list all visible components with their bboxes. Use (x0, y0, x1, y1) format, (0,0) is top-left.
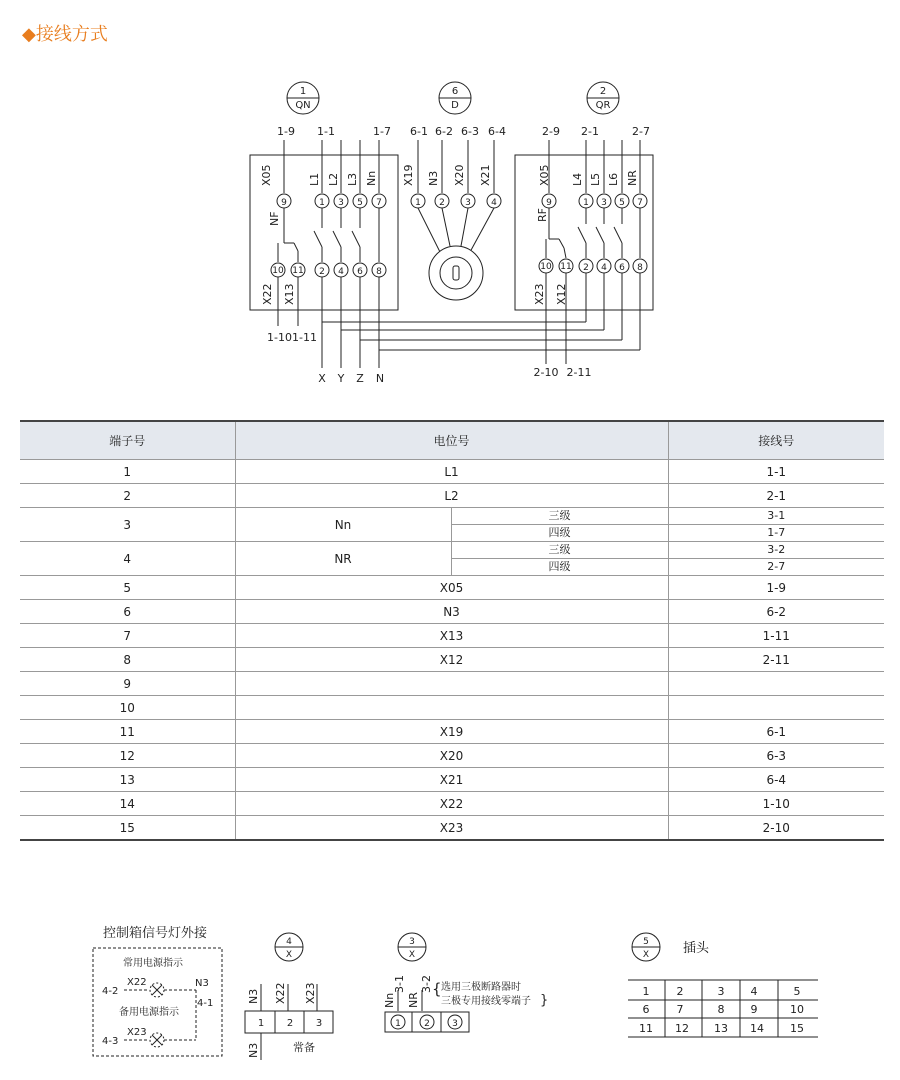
pole-level: 四级 (451, 559, 668, 576)
qr-wire-label: 2-7 (632, 125, 650, 138)
qn-nf-label: NF (268, 211, 281, 226)
terminal-no: 9 (20, 672, 235, 696)
svg-text:2: 2 (676, 985, 684, 998)
phase-label: Y (337, 372, 345, 385)
svg-text:11: 11 (560, 262, 572, 272)
qn-header-bottom: QN (295, 100, 311, 111)
wire-no: 3-1 (668, 508, 884, 525)
table-row (20, 542, 884, 559)
potential-no: L1 (235, 460, 668, 484)
svg-text:4-1: 4-1 (197, 998, 214, 1009)
qn-header (287, 82, 319, 114)
qn-bot-label: X22 (261, 283, 274, 305)
svg-text:7: 7 (676, 1003, 684, 1016)
svg-text:6: 6 (619, 263, 625, 273)
qr-header (587, 82, 619, 114)
potential-no (235, 696, 668, 720)
potential-no: X19 (235, 720, 668, 744)
wire-no (668, 696, 884, 720)
svg-text:{: { (432, 980, 442, 998)
potential-no: NR (235, 542, 451, 576)
potential-no: X20 (235, 744, 668, 768)
qr-bottom-wire: 2-11 (566, 366, 592, 379)
svg-text:1: 1 (257, 1018, 265, 1029)
table-row (20, 648, 884, 672)
svg-text:3: 3 (338, 198, 344, 208)
terminal-no: 1 (20, 460, 235, 484)
terminal-no: 8 (20, 648, 235, 672)
wire-no: 6-4 (668, 768, 884, 792)
qr-wire-label: 2-9 (542, 125, 560, 138)
potential-no: X13 (235, 624, 668, 648)
terminal-no: 13 (20, 768, 235, 792)
svg-text:3: 3 (717, 985, 725, 998)
wire-no (668, 672, 884, 696)
section-title: ◆接线方式 (22, 24, 108, 45)
svg-text:9: 9 (546, 198, 552, 208)
svg-text:1: 1 (642, 985, 650, 998)
qn-header-top: 1 (299, 86, 307, 97)
terminal-no: 3 (20, 508, 235, 542)
svg-text:Nn: Nn (383, 992, 396, 1008)
potential-no: X21 (235, 768, 668, 792)
wire-no: 3-2 (668, 542, 884, 559)
terminal-no: 7 (20, 624, 235, 648)
svg-text:N3: N3 (195, 978, 209, 989)
svg-text:7: 7 (376, 198, 382, 208)
svg-text:3: 3 (315, 1018, 323, 1029)
phase-label: X (318, 372, 326, 385)
x3-connector (383, 933, 548, 1032)
d-label: X19 (402, 164, 415, 186)
svg-text:8: 8 (637, 263, 643, 273)
qr-label: L6 (607, 172, 620, 186)
x4-connector (245, 933, 333, 1060)
signal-lamp-panel (93, 925, 222, 1056)
table-row (20, 720, 884, 744)
qn-wire-label: 1-9 (277, 125, 295, 138)
header-potential-no: 电位号 (235, 421, 668, 460)
svg-text:5: 5 (619, 198, 625, 208)
table-row (20, 484, 884, 508)
svg-text:4: 4 (286, 937, 292, 947)
svg-text:X22: X22 (127, 977, 147, 988)
qn-wire-label: 1-1 (317, 125, 335, 138)
terminal-no: 4 (20, 542, 235, 576)
svg-text:4: 4 (750, 985, 758, 998)
table-row (20, 600, 884, 624)
svg-text:6: 6 (357, 267, 363, 277)
wire-no: 6-2 (668, 600, 884, 624)
terminal-no: 5 (20, 576, 235, 600)
d-label: X20 (453, 164, 466, 186)
svg-text:N3: N3 (247, 988, 260, 1004)
svg-text:13: 13 (714, 1022, 728, 1035)
svg-text:4-2: 4-2 (102, 986, 119, 997)
svg-text:X23: X23 (304, 982, 317, 1004)
d-wire-label: 6-2 (435, 125, 453, 138)
potential-no: Nn (235, 508, 451, 542)
wire-no: 2-10 (668, 816, 884, 841)
table-row (20, 696, 884, 720)
qn-bottom-wires: 1-101-11 (267, 331, 317, 344)
svg-text:6: 6 (642, 1003, 650, 1016)
d-wire-label: 6-4 (488, 125, 506, 138)
svg-text:9: 9 (750, 1003, 758, 1016)
svg-text:N3: N3 (247, 1042, 260, 1058)
qn-label: L2 (327, 172, 340, 186)
qr-bottom-wire: 2-10 (533, 366, 559, 379)
svg-text:1: 1 (319, 198, 325, 208)
svg-text:4-3: 4-3 (102, 1036, 119, 1047)
svg-text:X22: X22 (274, 982, 287, 1004)
table-row (20, 672, 884, 696)
wire-no: 1-9 (668, 576, 884, 600)
svg-text:}: } (540, 993, 549, 1008)
qr-bot-label: X12 (555, 283, 568, 305)
svg-text:3: 3 (465, 198, 471, 208)
d-header-bottom: D (451, 100, 459, 111)
phase-label: Z (356, 372, 364, 385)
potential-no: X05 (235, 576, 668, 600)
svg-text:10: 10 (272, 266, 284, 276)
svg-text:1: 1 (395, 1019, 401, 1029)
svg-text:14: 14 (750, 1022, 764, 1035)
table-row (20, 768, 884, 792)
svg-text:2: 2 (319, 267, 325, 277)
potential-no: L2 (235, 484, 668, 508)
table-row (20, 624, 884, 648)
svg-text:X: X (408, 950, 416, 960)
d-header-top: 6 (451, 86, 459, 97)
qn-wire-label: 1-7 (373, 125, 391, 138)
phase-label: N (375, 372, 385, 385)
qr-rf-label: RF (536, 208, 549, 222)
svg-text:8: 8 (717, 1003, 725, 1016)
wire-no: 6-1 (668, 720, 884, 744)
svg-text:15: 15 (790, 1022, 804, 1035)
svg-text:5: 5 (643, 937, 649, 947)
svg-text:10: 10 (790, 1003, 804, 1016)
x5-connector (628, 933, 818, 1037)
table-row (20, 792, 884, 816)
potential-no: X12 (235, 648, 668, 672)
qr-header-top: 2 (599, 86, 607, 97)
potential-no: N3 (235, 600, 668, 624)
svg-text:2: 2 (286, 1018, 294, 1029)
qr-header-bottom: QR (595, 100, 611, 111)
potential-no: X23 (235, 816, 668, 841)
d-wire-label: 6-3 (461, 125, 479, 138)
terminal-no: 14 (20, 792, 235, 816)
wire-no: 1-1 (668, 460, 884, 484)
qn-label: Nn (365, 170, 378, 186)
terminal-no: 2 (20, 484, 235, 508)
wire-no: 2-1 (668, 484, 884, 508)
terminal-no: 6 (20, 600, 235, 624)
qn-label: L1 (308, 172, 321, 186)
svg-text:3: 3 (601, 198, 607, 208)
svg-text:3-2: 3-2 (420, 975, 433, 993)
svg-text:5: 5 (793, 985, 801, 998)
terminal-no: 12 (20, 744, 235, 768)
d-label: N3 (427, 170, 440, 186)
svg-text:X: X (642, 950, 650, 960)
svg-text:NR: NR (407, 992, 420, 1008)
wire-no: 2-7 (668, 559, 884, 576)
svg-text:2: 2 (583, 263, 589, 273)
terminal-no: 10 (20, 696, 235, 720)
potential-no (235, 672, 668, 696)
svg-text:10: 10 (540, 262, 552, 272)
pole-level: 三级 (451, 542, 668, 559)
table-row (20, 576, 884, 600)
normal-backup-label: 常备 (293, 1041, 315, 1054)
signal-title: 控制箱信号灯外接 (103, 926, 208, 941)
svg-text:2: 2 (439, 198, 445, 208)
qn-label: X05 (260, 164, 273, 186)
d-wire-label: 6-1 (410, 125, 428, 138)
svg-text:2: 2 (424, 1019, 430, 1029)
backup-indicator-label: 备用电源指示 (119, 1007, 179, 1018)
qr-bot-label: X23 (533, 283, 546, 305)
table-row (20, 460, 884, 484)
svg-text:12: 12 (675, 1022, 689, 1035)
wire-no: 1-10 (668, 792, 884, 816)
d-label: X21 (479, 164, 492, 186)
svg-text:3: 3 (409, 937, 415, 947)
plug-label: 插头 (683, 941, 710, 956)
wire-no: 6-3 (668, 744, 884, 768)
qn-bot-label: X13 (283, 283, 296, 305)
svg-text:4: 4 (601, 263, 607, 273)
wire-no: 1-11 (668, 624, 884, 648)
normal-indicator-label: 常用电源指示 (123, 958, 183, 969)
svg-text:4: 4 (338, 267, 344, 277)
svg-text:7: 7 (637, 198, 643, 208)
terminal-table (20, 420, 884, 841)
table-row (20, 816, 884, 841)
terminal-no: 15 (20, 816, 235, 841)
svg-text:3: 3 (452, 1019, 458, 1029)
x3-note-2: 三极专用接线零端子 (441, 996, 531, 1007)
svg-text:5: 5 (357, 198, 363, 208)
pole-level: 三级 (451, 508, 668, 525)
svg-text:8: 8 (376, 267, 382, 277)
terminal-no: 11 (20, 720, 235, 744)
svg-text:11: 11 (639, 1022, 653, 1035)
x3-note-1: 选用三极断路器时 (441, 982, 521, 993)
qr-label: NR (626, 170, 639, 186)
potential-no: X22 (235, 792, 668, 816)
d-block (402, 140, 501, 300)
pole-level: 四级 (451, 525, 668, 542)
qr-label: X05 (538, 164, 551, 186)
header-wire-no: 接线号 (668, 421, 884, 460)
svg-text:3-1: 3-1 (393, 975, 406, 993)
qr-label: L4 (571, 172, 584, 186)
header-terminal-no: 端子号 (20, 421, 235, 460)
svg-text:4: 4 (491, 198, 497, 208)
svg-text:1: 1 (415, 198, 421, 208)
qn-label: L3 (346, 172, 359, 186)
table-row (20, 508, 884, 525)
svg-text:X23: X23 (127, 1027, 147, 1038)
svg-text:X: X (285, 950, 293, 960)
qr-label: L5 (589, 172, 602, 186)
svg-text:9: 9 (281, 198, 287, 208)
table-row (20, 744, 884, 768)
d-header (439, 82, 471, 114)
svg-text:11: 11 (292, 266, 304, 276)
svg-text:1: 1 (583, 198, 589, 208)
qr-wire-label: 2-1 (581, 125, 599, 138)
wire-no: 2-11 (668, 648, 884, 672)
wire-no: 1-7 (668, 525, 884, 542)
